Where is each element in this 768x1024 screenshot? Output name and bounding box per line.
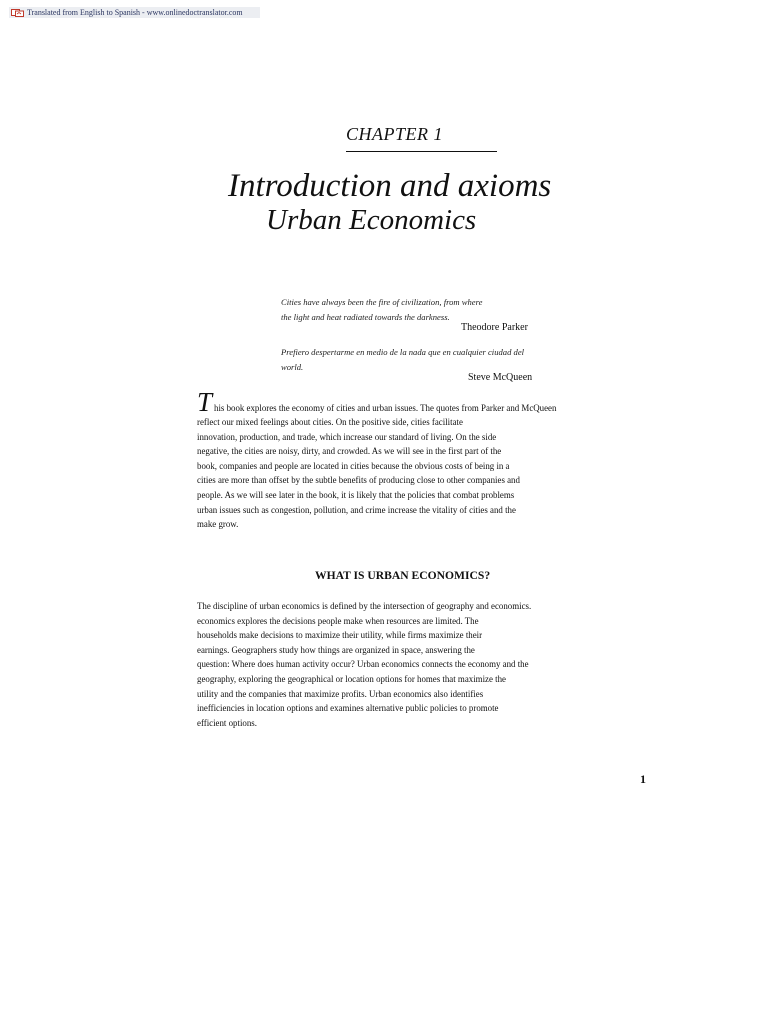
epigraph-mcqueen: [281, 345, 541, 374]
drop-cap: T: [197, 387, 213, 417]
translator-logo-icon: [11, 9, 24, 17]
paragraph-line: urban issues such as congestion, pollution, and crime increase the vitality of cities and the: [197, 504, 516, 515]
paragraph-line: earnings. Geographers study how things are organized in space, answering the: [197, 644, 475, 655]
paragraph-line: reflect our mixed feelings about cities. On the positive side, cities facilitate: [197, 417, 463, 427]
paragraph-line: The discipline of urban economics is defined by the intersection of geography and economics.: [197, 601, 532, 611]
watermark-text: Translated from English to Spanish - www.onlinedoctranslator.com: [27, 8, 243, 17]
paragraph-line: negative, the cities are noisy, dirty, and crowded. As we will see in the first part of the: [197, 446, 502, 457]
epigraph-line: Cities have always been the fire of civilization, from where: [281, 297, 483, 307]
paragraph-line: make grow.: [197, 519, 239, 530]
paragraph-line: geography, exploring the geographical or location options for homes that maximize the: [197, 673, 506, 684]
epigraph-author-parker: Theodore Parker: [461, 322, 528, 333]
epigraph-line: the light and heat radiated towards the darkness.: [281, 311, 450, 322]
epigraph-line: world.: [281, 361, 304, 372]
paragraph-line: economics explores the decisions people make when resources are limited. The: [197, 615, 479, 626]
paragraph-line: book, companies and people are located in cities because the obvious costs of being in a: [197, 460, 510, 471]
epigraph-line: Prefiero despertarme en medio de la nada que en cualquier ciudad del: [281, 347, 525, 357]
intro-paragraph: [197, 415, 520, 532]
paragraph-line: households make decisions to maximize their utility, while firms maximize their: [197, 630, 483, 641]
chapter-title: Introduction and axioms: [228, 168, 552, 204]
paragraph-line: his book explores the economy of cities and urban issues. The quotes from Parker and McQueen: [214, 403, 557, 413]
section-heading: WHAT IS URBAN ECONOMICS?: [315, 569, 491, 582]
section-paragraph: [197, 599, 531, 730]
epigraph-parker: [281, 295, 541, 324]
page-number: 1: [640, 772, 646, 786]
chapter-label: CHAPTER 1: [346, 124, 443, 144]
epigraph-author-mcqueen: Steve McQueen: [468, 372, 533, 383]
chapter-divider: [346, 151, 497, 152]
paragraph-line: utility and the companies that maximize profits. Urban economics also identifies: [197, 688, 484, 699]
translation-watermark[interactable]: [9, 7, 260, 18]
chapter-subtitle: Urban Economics: [266, 204, 477, 236]
paragraph-line: people. As we will see later in the book, it is likely that the policies that combat problems: [197, 489, 515, 500]
paragraph-line: question: Where does human activity occur? Urban economics connects the economy and the: [197, 659, 529, 670]
paragraph-line: cities are more than offset by the subtle benefits of producing close to other companies and: [197, 475, 520, 486]
paragraph-line: innovation, production, and trade, which increase our standard of living. On the side: [197, 431, 497, 442]
paragraph-line: efficient options.: [197, 717, 257, 728]
intro-first-line: [214, 401, 556, 416]
paragraph-line: inefficiencies in location options and examines alternative public policies to promote: [197, 703, 499, 714]
